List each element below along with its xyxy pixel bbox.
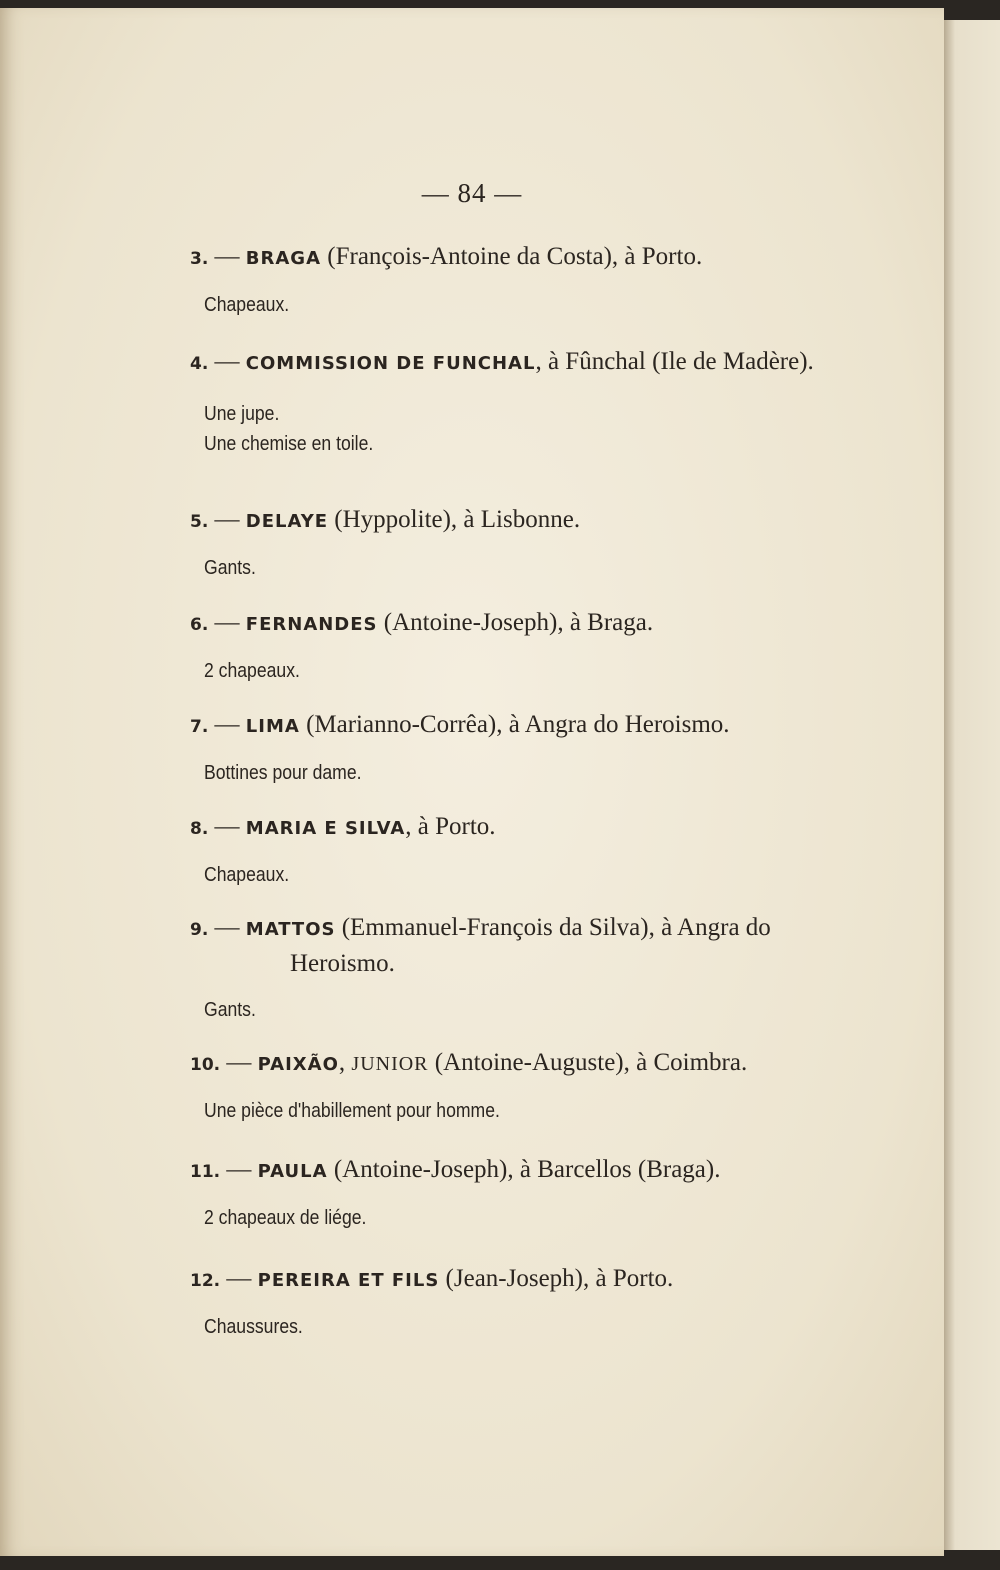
exhibitor-entry <box>190 1046 870 1126</box>
exhibitor-entry <box>190 1153 870 1233</box>
entry-dash: — <box>226 1049 252 1076</box>
exhibit-item: Une chemise en toile. <box>204 433 374 455</box>
exhibitor-entry <box>190 708 870 788</box>
exhibitor-name: MATTOS <box>245 919 336 940</box>
entry-number: 3. <box>190 249 209 269</box>
exhibitor-name: COMMISSION DE FUNCHAL <box>245 353 536 374</box>
entry-number: 9. <box>190 920 209 940</box>
exhibitor-entry <box>190 911 870 1025</box>
entry-dash: — <box>214 243 240 270</box>
exhibitor-details: (Emmanuel-François da Silva), à Angra do Heroismo. <box>290 914 771 977</box>
entry-heading <box>190 810 870 846</box>
exhibitor-entry <box>190 345 870 459</box>
entry-number: 4. <box>190 354 209 374</box>
exhibitor-details: , à Porto. <box>405 813 496 840</box>
exhibitor-details: , à Fûnchal (Ile de Madère). <box>535 348 814 375</box>
exhibit-item: Une pièce d'habillement pour homme. <box>204 1100 500 1122</box>
exhibit-item: Chaussures. <box>204 1316 303 1338</box>
exhibit-item: 2 chapeaux de liége. <box>204 1207 367 1229</box>
exhibitor-name: FERNANDES <box>245 614 378 635</box>
entry-heading <box>190 911 870 981</box>
exhibitor-suffix: JUNIOR <box>351 1053 429 1075</box>
entry-dash: — <box>226 1156 252 1183</box>
exhibitor-entry <box>190 606 870 686</box>
exhibitor-name: PAIXÃO <box>257 1054 339 1075</box>
entry-heading <box>190 1153 870 1189</box>
exhibitor-name: PAULA <box>257 1161 328 1182</box>
page-number: — 84 — <box>421 178 523 208</box>
exhibit-item: 2 chapeaux. <box>204 660 300 682</box>
exhibit-item: Chapeaux. <box>204 864 290 886</box>
entry-number: 11. <box>190 1162 221 1182</box>
entry-dash: — <box>214 813 240 840</box>
exhibitor-details: (Antoine-Joseph), à Barcellos (Braga). <box>333 1156 721 1183</box>
entry-dash: — <box>214 609 240 636</box>
exhibitor-details: (Antoine-Auguste), à Coimbra. <box>434 1049 748 1076</box>
entry-heading <box>190 345 870 381</box>
exhibitor-entry <box>190 503 870 583</box>
exhibitor-name: LIMA <box>245 716 300 737</box>
entry-number: 7. <box>190 717 209 737</box>
entry-dash: — <box>214 711 240 738</box>
entry-heading <box>190 606 870 642</box>
exhibit-item: Une jupe. <box>204 403 280 425</box>
entry-heading <box>190 708 870 744</box>
entry-dash: — <box>214 348 240 375</box>
entry-number: 6. <box>190 615 209 635</box>
entry-dash: — <box>214 506 240 533</box>
exhibit-item: Chapeaux. <box>204 294 290 316</box>
entry-number: 10. <box>190 1055 221 1075</box>
facing-page-edge <box>944 20 1000 1550</box>
exhibitor-entry <box>190 240 870 320</box>
entry-heading: 10. — PAIXÃO, JUNIOR (Antoine-Auguste), à Coimbra. <box>190 1049 748 1076</box>
exhibitor-name: PEREIRA ET FILS <box>257 1270 440 1291</box>
book-page <box>0 8 944 1556</box>
exhibit-item: Gants. <box>204 999 256 1021</box>
entry-heading <box>190 1262 870 1298</box>
entry-dash: — <box>226 1265 252 1292</box>
exhibit-item: Bottines pour dame. <box>204 762 362 784</box>
entry-heading <box>190 503 870 539</box>
exhibit-item: Gants. <box>204 557 256 579</box>
entry-number: 5. <box>190 512 209 532</box>
entry-number: 8. <box>190 819 209 839</box>
exhibitor-details: (Antoine-Joseph), à Braga. <box>383 609 654 636</box>
exhibitor-details: (Jean-Joseph), à Porto. <box>445 1265 674 1292</box>
entry-heading <box>190 240 870 276</box>
exhibitor-entry <box>190 810 870 890</box>
exhibitor-name: DELAYE <box>245 511 329 532</box>
entry-number: 12. <box>190 1271 221 1291</box>
exhibitor-details: (Marianno-Corrêa), à Angra do Heroismo. <box>306 711 730 738</box>
exhibitor-entry <box>190 1262 870 1342</box>
exhibitor-details: (François-Antoine da Costa), à Porto. <box>327 243 703 270</box>
exhibitor-name: MARIA E SILVA <box>245 818 406 839</box>
exhibitor-name: BRAGA <box>245 248 322 269</box>
exhibitor-details: (Hyppolite), à Lisbonne. <box>334 506 581 533</box>
entry-dash: — <box>214 914 240 941</box>
